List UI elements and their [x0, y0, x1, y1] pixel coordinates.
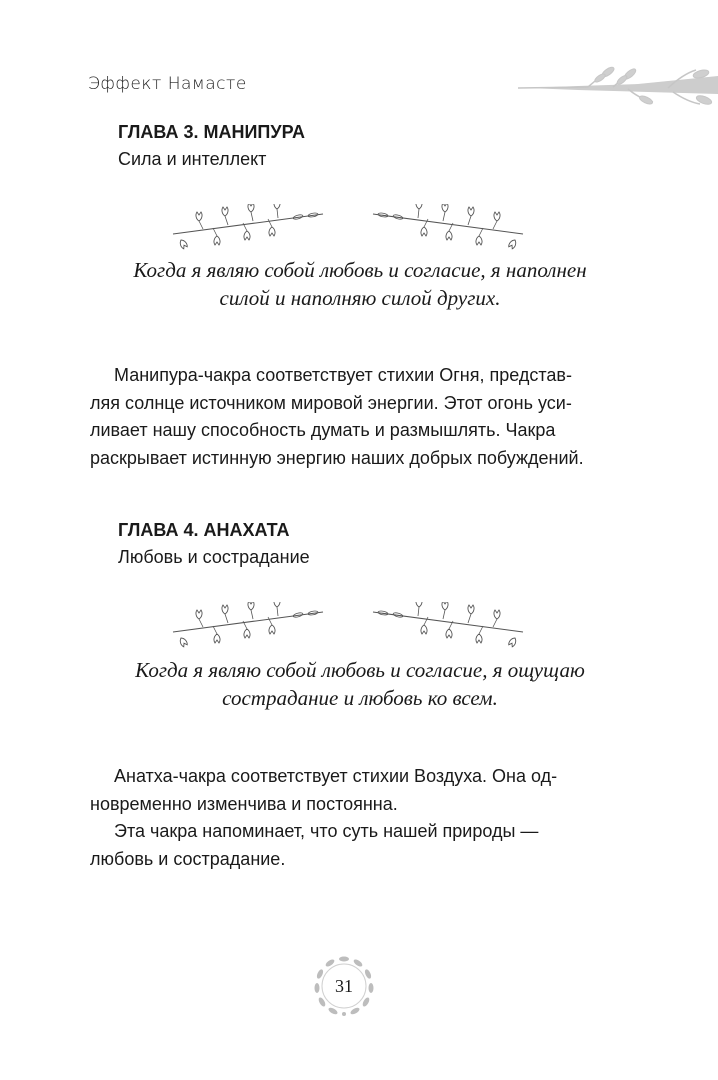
paragraph-line: ливает нашу способность думать и размышлять. Чакра — [90, 420, 556, 440]
floral-divider-icon — [168, 204, 528, 250]
quote-line: силой и наполняю силой других. — [219, 286, 501, 310]
body-paragraph — [90, 362, 610, 472]
paragraph-line: новременно изменчива и постоянна. — [90, 793, 398, 814]
epigraph-quote — [90, 256, 630, 312]
epigraph-quote — [90, 656, 630, 712]
quote-line: Когда я являю собой любовь и согласие, я наполнен — [133, 258, 587, 282]
page-number: 31 — [335, 976, 353, 996]
chapter-subtitle: Сила и интеллект — [118, 149, 267, 169]
branch-icon — [518, 54, 718, 114]
page-number-block — [312, 954, 376, 1018]
quote-line: Когда я являю собой любовь и согласие, я ощущаю — [135, 658, 585, 682]
body-paragraph — [90, 763, 610, 873]
paragraph-line: Манипура-чакра соответствует стихии Огня, представ- — [114, 365, 572, 385]
paragraph-line: Эта чакра напоминает, что суть нашей природы — — [114, 821, 539, 841]
paragraph-line: любовь и сострадание. — [90, 848, 286, 869]
chapter-title: ГЛАВА 4. АНАХАТА — [118, 520, 290, 540]
chapter-title: ГЛАВА 3. МАНИПУРА — [118, 122, 305, 142]
floral-divider-icon — [168, 602, 528, 648]
quote-line: сострадание и любовь ко всем. — [222, 686, 498, 710]
running-head: Эффект Намасте — [88, 74, 247, 94]
paragraph-line: раскрывает истинную энергию наших добрых побуждений. — [90, 447, 584, 468]
paragraph-line: Анатха-чакра соответствует стихии Воздуха. Она од- — [114, 766, 558, 786]
paragraph-line: ляя солнце источником мировой энергии. Этот огонь уси- — [90, 392, 572, 413]
chapter-subtitle: Любовь и сострадание — [118, 547, 310, 567]
